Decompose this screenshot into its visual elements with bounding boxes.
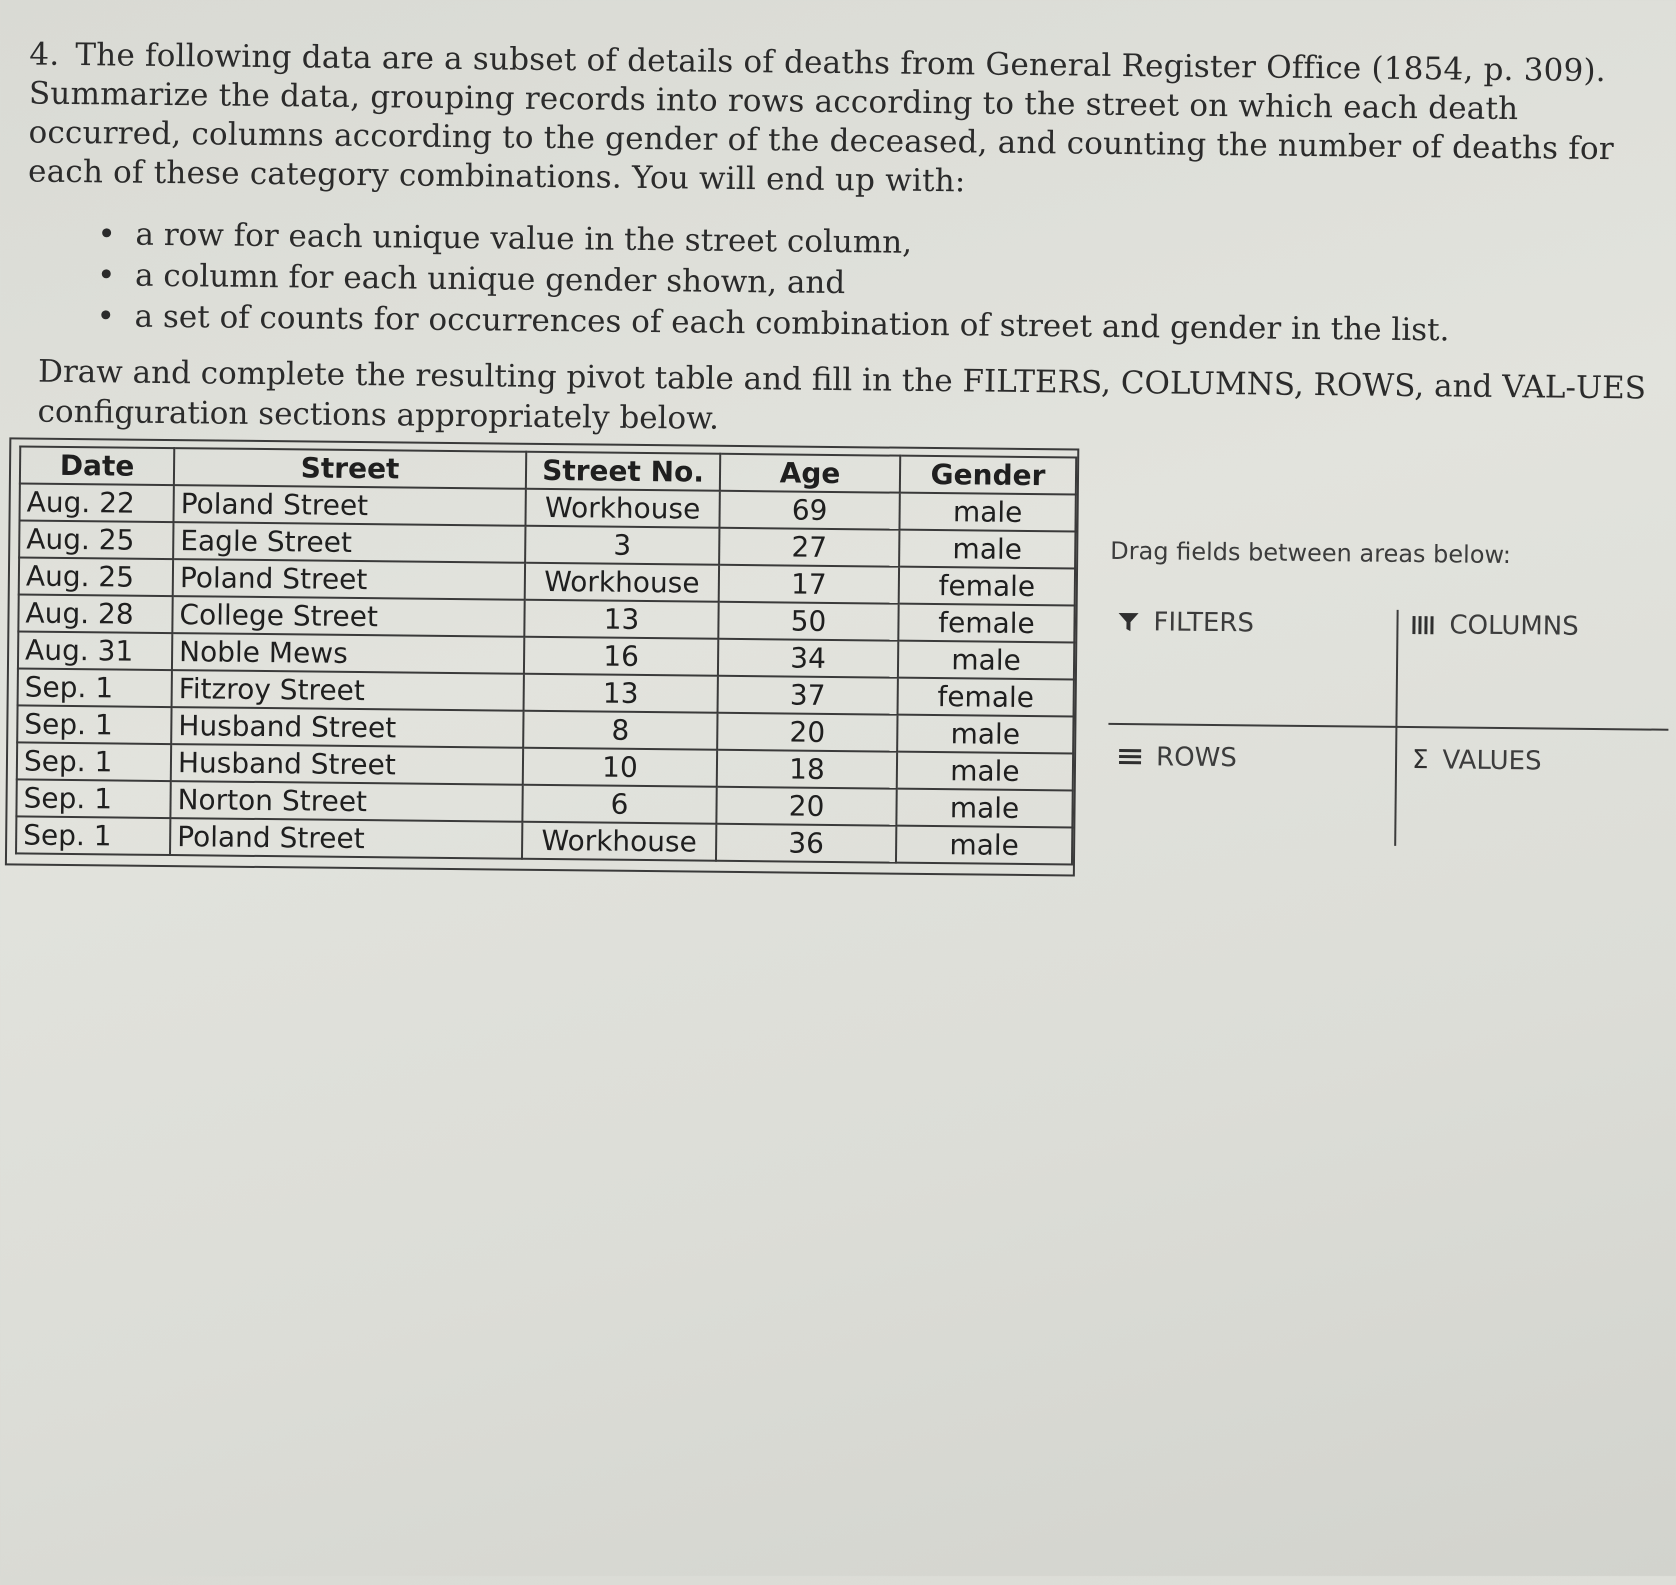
question-number: 4.	[29, 36, 60, 73]
sigma-icon: Σ	[1411, 745, 1429, 776]
list-item: • a column for each unique gender shown, and	[97, 255, 1597, 312]
cell-street-no: Workhouse	[522, 822, 716, 861]
cell-date: Sep. 1	[17, 705, 171, 744]
cell-gender: male	[898, 641, 1074, 680]
cell-age: 20	[716, 787, 896, 826]
header-street-no: Street No.	[526, 452, 720, 491]
pivot-hint: Drag fields between areas below:	[1110, 536, 1512, 570]
cell-street-no: 16	[524, 637, 718, 676]
cell-date: Sep. 1	[18, 668, 172, 707]
cell-street: Husband Street	[171, 707, 523, 748]
list-item: • a row for each unique value in the street column,	[97, 214, 1597, 271]
cell-gender: female	[899, 567, 1075, 606]
filters-area[interactable]	[1117, 607, 1254, 638]
header-age: Age	[720, 454, 900, 493]
requirements-list	[96, 214, 1597, 353]
cell-date: Aug. 25	[19, 557, 173, 596]
cell-date: Sep. 1	[16, 779, 170, 818]
question-text: The following data are a subset of details of deaths from General Register Office (1854, p. 309). Summarize the data, grouping records into rows according to the street on which each death occurred, columns according to the gender of the deceased, and counting the number of deaths for each of these category combinations. You will end up with:	[27, 37, 1615, 200]
area-divider-horizontal	[1108, 723, 1668, 731]
cell-street-no: 10	[523, 748, 717, 787]
cell-age: 69	[719, 491, 899, 530]
rows-label: ROWS	[1155, 742, 1237, 774]
pivot-field-areas	[1107, 537, 1670, 863]
cell-date: Aug. 31	[18, 631, 172, 670]
cell-gender: male	[896, 789, 1072, 828]
cell-date: Sep. 1	[17, 742, 171, 781]
cell-street: Husband Street	[171, 744, 523, 785]
cell-gender: female	[898, 678, 1074, 717]
cell-date: Aug. 22	[20, 483, 174, 522]
cell-street: Poland Street	[170, 818, 522, 859]
cell-street-no: 3	[525, 526, 719, 565]
cell-age: 34	[718, 639, 898, 678]
cell-date: Sep. 1	[16, 816, 170, 855]
cell-gender: male	[897, 715, 1073, 754]
cell-street-no: Workhouse	[525, 563, 719, 602]
values-area[interactable]	[1412, 745, 1542, 776]
cell-date: Aug. 25	[19, 520, 173, 559]
header-gender: Gender	[900, 456, 1076, 495]
header-date: Date	[20, 446, 174, 485]
cell-age: 27	[719, 528, 899, 567]
cell-street: Noble Mews	[172, 633, 524, 674]
cell-street: College Street	[172, 596, 524, 637]
cell-street-no: 13	[524, 600, 718, 639]
instruction-text: Draw and complete the resulting pivot table and fill in the FILTERS, COLUMNS, ROWS, and VAL-UES configuration sections appropriately below.	[37, 353, 1647, 437]
cell-street: Poland Street	[173, 485, 525, 526]
filter-funnel-icon	[1117, 611, 1139, 633]
cell-age: 17	[719, 565, 899, 604]
filters-label: FILTERS	[1153, 607, 1255, 639]
cell-age: 20	[717, 713, 897, 752]
cell-street: Poland Street	[173, 559, 525, 600]
cell-age: 37	[718, 676, 898, 715]
columns-label: COLUMNS	[1449, 610, 1579, 642]
cell-gender: male	[896, 826, 1072, 865]
cell-street: Eagle Street	[173, 522, 525, 563]
rows-lines-icon	[1118, 746, 1142, 768]
cell-age: 36	[716, 824, 896, 863]
columns-bars-icon	[1411, 614, 1435, 636]
columns-area[interactable]	[1411, 610, 1579, 642]
list-item: • a set of counts for occurrences of each combination of street and gender in the list.	[96, 296, 1596, 353]
cell-street-no: Workhouse	[525, 489, 719, 528]
cell-gender: male	[899, 530, 1075, 569]
question-paragraph	[28, 36, 1630, 209]
cell-street: Fitzroy Street	[172, 670, 524, 711]
rows-area[interactable]	[1118, 742, 1237, 773]
cell-age: 18	[717, 750, 897, 789]
cell-gender: female	[898, 604, 1074, 643]
cell-street-no: 8	[523, 711, 717, 750]
cell-street-no: 13	[524, 674, 718, 713]
values-label: VALUES	[1442, 745, 1542, 777]
cell-gender: male	[897, 752, 1073, 791]
deaths-data-table	[15, 445, 1077, 865]
cell-street: Norton Street	[170, 781, 522, 822]
header-street: Street	[174, 448, 526, 489]
cell-age: 50	[718, 602, 898, 641]
cell-gender: male	[899, 493, 1075, 532]
cell-street-no: 6	[522, 785, 716, 824]
cell-date: Aug. 28	[18, 594, 172, 633]
